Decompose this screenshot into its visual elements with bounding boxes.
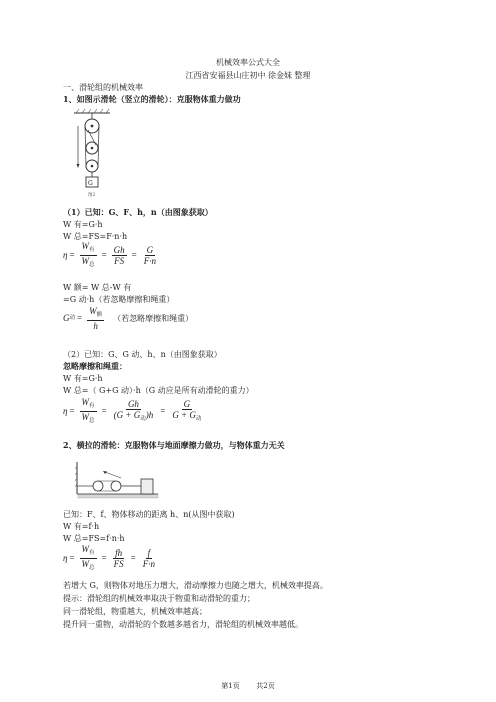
w-total-3: W 总=FS=f·n·h bbox=[63, 534, 125, 543]
pulley-diagram-vertical bbox=[70, 108, 130, 194]
known-2: （2）已知：G、G 动、h、n（由图象获取） bbox=[63, 350, 222, 359]
w-useful-2: W 有=G·h bbox=[63, 374, 103, 383]
page-number: 第1页 bbox=[221, 682, 240, 690]
paragraph-1: 若增大 G，则物体对地压力增大，滑动摩擦力也随之增大，机械效率提高。 bbox=[63, 581, 328, 590]
doc-author: 江西省安福县山庄初中 徐金妹 整理 bbox=[185, 71, 311, 80]
efficiency-formula-2: η = $\frac{W_有}{W_总}$ = $\frac{Gh}{(G + G_动)h}$ = $\frac{G}{G + G_动}$ bbox=[63, 397, 202, 424]
w-useful-3: W 有=f·h bbox=[63, 522, 100, 531]
section-1-heading: 一、滑轮组的机械效率 bbox=[63, 83, 143, 92]
doc-title: 机械效率公式大全 bbox=[216, 58, 280, 67]
known-3: 已知：F、f、物体移动的距离 h、n(从图中获取) bbox=[63, 510, 235, 519]
paragraph-4: 提升同一重物，动滑轮的个数越多越省力，滑轮组的机械效率越低。 bbox=[63, 620, 303, 629]
w-extra-1: W 额= W 总-W 有 bbox=[63, 283, 132, 292]
pulley-diagram-horizontal bbox=[75, 460, 159, 502]
dynamic-pulley-weight-formula: G 动 = $\frac{W_额}{h}$ （若忽略摩擦和绳重） bbox=[63, 306, 194, 331]
w-total-2: W 总=（ G+G 动）·h（G 动应是所有动滑轮的重力） bbox=[63, 386, 254, 395]
subsection-1-heading: 1、如图示滑轮（竖立的滑轮）：克服物体重力做功 bbox=[63, 94, 241, 104]
figure-caption: 图2 bbox=[88, 193, 96, 198]
efficiency-formula-3: η = $\frac{W_有}{W_总}$ = $\frac{fh}{FS}$ = $\frac{f}{F\cdot n}$ bbox=[63, 544, 155, 571]
efficiency-formula-1: η = $\frac{W_有}{W_总}$ = $\frac{Gh}{FS}$ = $\frac{G}{F\cdot n}$ bbox=[63, 241, 156, 268]
paragraph-2: 提示：滑轮组的机械效率取决于物重和动滑轮的重力； bbox=[63, 594, 255, 603]
w-extra-2: =G 动·h（若忽略摩擦和绳重） bbox=[63, 295, 175, 304]
page-footer bbox=[0, 681, 496, 691]
total-pages: 共2页 bbox=[256, 682, 275, 690]
subsection-2-heading: 2、横拉的滑轮：克服物体与地面摩擦力做功，与物体重力无关 bbox=[63, 440, 285, 450]
w-useful-1: W 有=G·h bbox=[63, 220, 103, 229]
known-1: （1）已知：G、F、h，n（由图象获取） bbox=[63, 207, 213, 217]
ignore-friction-label: 忽略摩擦和绳重： bbox=[63, 361, 127, 371]
paragraph-3: 同一滑轮组，物重越大，机械效率越高； bbox=[63, 607, 207, 616]
figure-box-label: G bbox=[88, 180, 93, 187]
w-total-1: W 总=FS=F·n·h bbox=[63, 232, 128, 241]
